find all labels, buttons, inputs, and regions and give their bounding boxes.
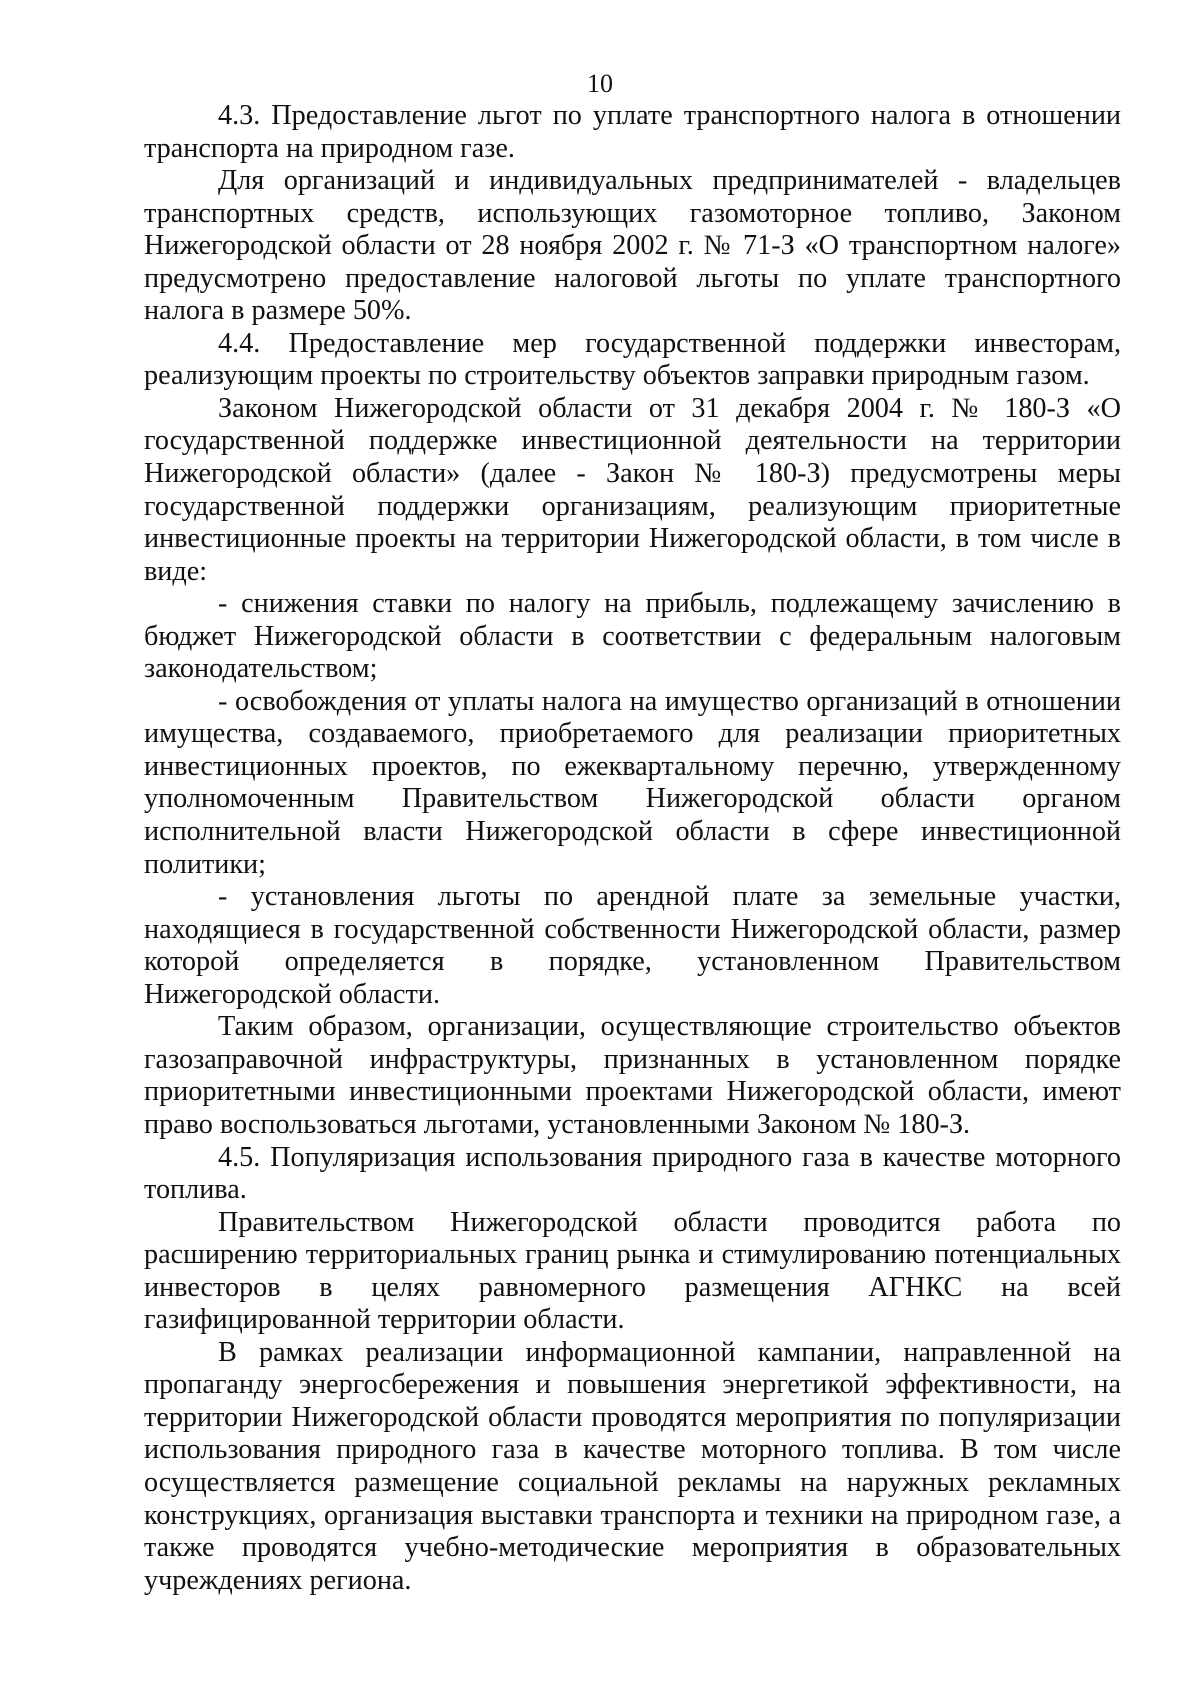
paragraph-4-3-heading: 4.3. Предоставление льгот по уплате транспортного налога в отношении транспорта на природном газе.: [144, 100, 1121, 164]
paragraph-4-4-heading: 4.4. Предоставление мер государственной поддержки инвесторам, реализующим проекты по строительству объектов заправки природным газом.: [144, 327, 1121, 392]
paragraph-conclusion: Таким образом, организации, осуществляющие строительство объектов газозаправочной инфраструктуры, признанных в установленном порядке приоритетными инвестиционными проектами Нижегородской области, имеют право воспользоваться льготами, установленными Законом № 180-З.: [144, 1011, 1121, 1140]
list-item-profit-tax: - снижения ставки по налогу на прибыль, подлежащему зачислению в бюджет Нижегородской области в соответствии с федеральным налоговым законодательством;: [144, 588, 1121, 685]
page-number: 10: [587, 69, 613, 98]
list-item-property-tax: - освобождения от уплаты налога на имущество организаций в отношении имущества, создаваемого, приобретаемого для реализации приоритетных инвестиционных проектов, по ежеквартальному перечню, утвержденному уполномоченным Правительством Нижегородской области органом исполнительной власти Нижегородской области в сфере инвестиционной политики;: [144, 685, 1121, 880]
document-body: [144, 100, 1121, 1597]
paragraph-transport-tax-benefit: Для организаций и индивидуальных предпринимателей - владельцев транспортных средств, использующих газомоторное топливо, Законом Нижегородской области от 28 ноября 2002 г. № 71-З «О транспортном налоге» предусмотрено предоставление налоговой льготы по уплате транспортного налога в размере 50%.: [144, 165, 1121, 327]
paragraph-law-180-z: Законом Нижегородской области от 31 декабря 2004 г. № 180-З «О государственной поддержке инвестиционной деятельности на территории Нижегородской области» (далее - Закон № 180-З) предусмотрены меры государственной поддержки организациям, реализующим приоритетные инвестиционные проекты на территории Нижегородской области, в том числе в виде:: [144, 392, 1121, 587]
paragraph-government-work: Правительством Нижегородской области проводится работа по расширению территориальных границ рынка и стимулированию потенциальных инвесторов в целях равномерного размещения АГНКС на всей газифицированной территории области.: [144, 1206, 1121, 1336]
list-item-land-rent: - установления льготы по арендной плате за земельные участки, находящиеся в государственной собственности Нижегородской области, размер которой определяется в порядке, установленном Правительством Нижегородской области.: [144, 881, 1121, 1010]
paragraph-4-5-heading: 4.5. Популяризация использования природного газа в качестве моторного топлива.: [144, 1141, 1121, 1206]
paragraph-information-campaign: В рамках реализации информационной кампании, направленной на пропаганду энергосбережения и повышения энергетикой эффективности, на территории Нижегородской области проводятся мероприятия по популяризации использования природного газа в качестве моторного топлива. В том числе осуществляется размещение социальной рекламы на наружных рекламных конструкциях, организация выставки транспорта и техники на природном газе, а также проводятся учебно-методические мероприятия в образовательных учреждениях региона.: [144, 1336, 1121, 1596]
